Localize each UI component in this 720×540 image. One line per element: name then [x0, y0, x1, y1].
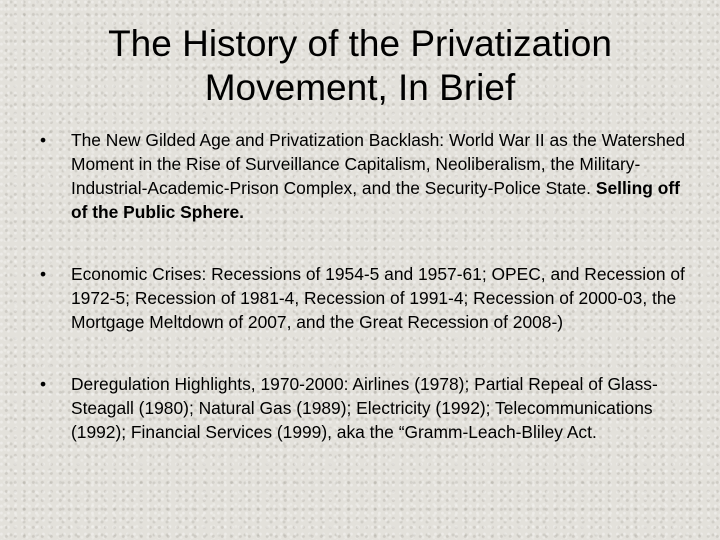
- bullet-bold-text: Selling off of the Public Sphere.: [71, 178, 680, 222]
- bullet-marker: •: [40, 264, 47, 284]
- bullet-item-privatization-backlash: [0, 128, 720, 224]
- bullet-text: The New Gilded Age and Privatization Backlash: World War II as the Watershed Moment in the Rise of Surveillance Capitalism, Neoliberalism, the Military-Industrial-Academic-Prison Complex, and the Security-Police State.: [71, 130, 686, 198]
- slide-title-line-1: The History of the Privatization: [108, 23, 612, 64]
- bullet-item-economic-crises: [0, 262, 720, 334]
- slide-title: [40, 22, 680, 110]
- bullet-text: Economic Crises: Recessions of 1954-5 and 1957-61; OPEC, and Recession of 1972-5; Recession of 1981-4, Recession of 1991-4; Recession of 2000-03, the Mortgage Meltdown of 2007, and the Great Recession of 2008-): [71, 264, 685, 332]
- bullet-item-deregulation-highlights: [0, 372, 720, 444]
- bullet-marker: •: [40, 374, 47, 394]
- slide-title-line-2: Movement, In Brief: [204, 67, 516, 108]
- bullet-marker: •: [40, 130, 47, 150]
- bullet-text: Deregulation Highlights, 1970-2000: Airlines (1978); Partial Repeal of Glass-Steagall (1980); Natural Gas (1989); Electricity (1992); Telecommunications (1992); Financial Services (1999), aka the “Gramm-Leach-Bliley Act.: [71, 374, 658, 442]
- bullet-list: [0, 128, 720, 444]
